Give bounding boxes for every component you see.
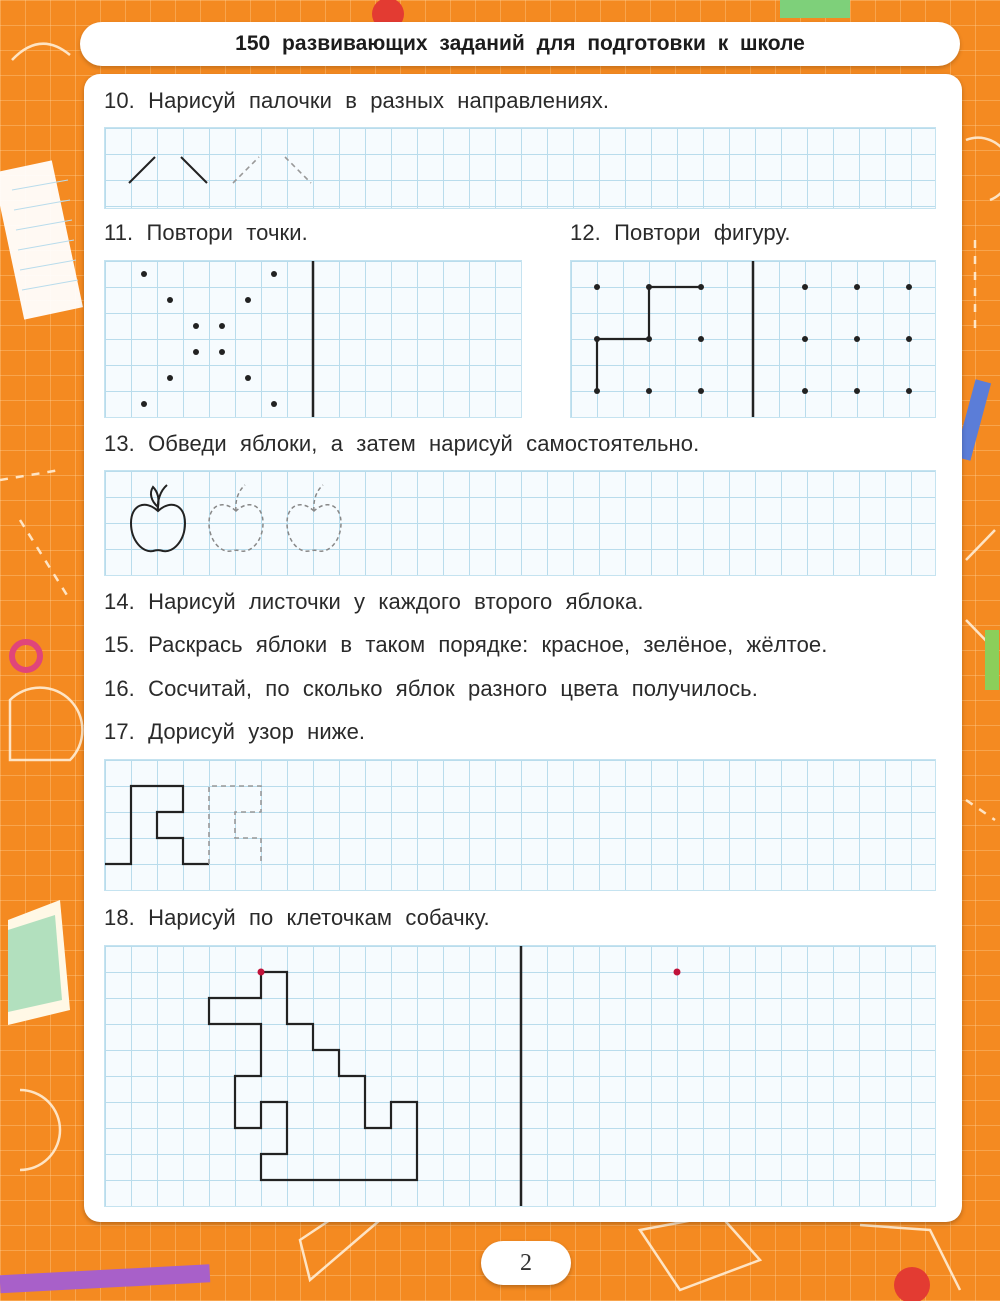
task-12-figure-grid[interactable] xyxy=(570,260,936,418)
task-10-instruction: 10. Нарисуй палочки в разных направлениях. xyxy=(104,88,610,113)
page-number: 2 xyxy=(481,1241,571,1285)
dot-pattern xyxy=(105,261,521,417)
task-16-instruction: 16. Сосчитай, по сколько яблок разного цвета получилось. xyxy=(104,676,758,701)
task-10-drawing-grid[interactable] xyxy=(104,127,936,209)
book-header-title: 150 развивающих заданий для подготовки к школе xyxy=(80,22,960,66)
task-12-instruction: 12. Повтори фигуру. xyxy=(570,220,791,245)
task-13-instruction: 13. Обведи яблоки, а затем нарисуй самостоятельно. xyxy=(104,431,700,456)
task-11-dots-grid[interactable] xyxy=(104,260,522,418)
task-17-pattern-grid[interactable] xyxy=(104,759,936,891)
task-18-instruction: 18. Нарисуй по клеточкам собачку. xyxy=(104,905,490,930)
pattern-example xyxy=(105,760,935,890)
task-11-instruction: 11. Повтори точки. xyxy=(104,220,308,245)
stick-examples xyxy=(105,128,935,208)
task-15-instruction: 15. Раскрась яблоки в таком порядке: красное, зелёное, жёлтое. xyxy=(104,632,828,657)
figure-pattern xyxy=(571,261,935,417)
copy-start-dot xyxy=(674,969,681,976)
task-14-instruction: 14. Нарисуй листочки у каждого второго яблока. xyxy=(104,589,644,614)
apple-icon xyxy=(131,485,185,551)
task-17-instruction: 17. Дорисуй узор ниже. xyxy=(104,719,366,744)
dog-start-dot xyxy=(258,969,265,976)
apple-tracing xyxy=(105,471,935,575)
dog-drawing xyxy=(105,946,935,1206)
task-18-dog-grid[interactable] xyxy=(104,945,936,1207)
task-13-apple-grid[interactable] xyxy=(104,470,936,576)
apple-dashed-icon xyxy=(209,485,341,551)
